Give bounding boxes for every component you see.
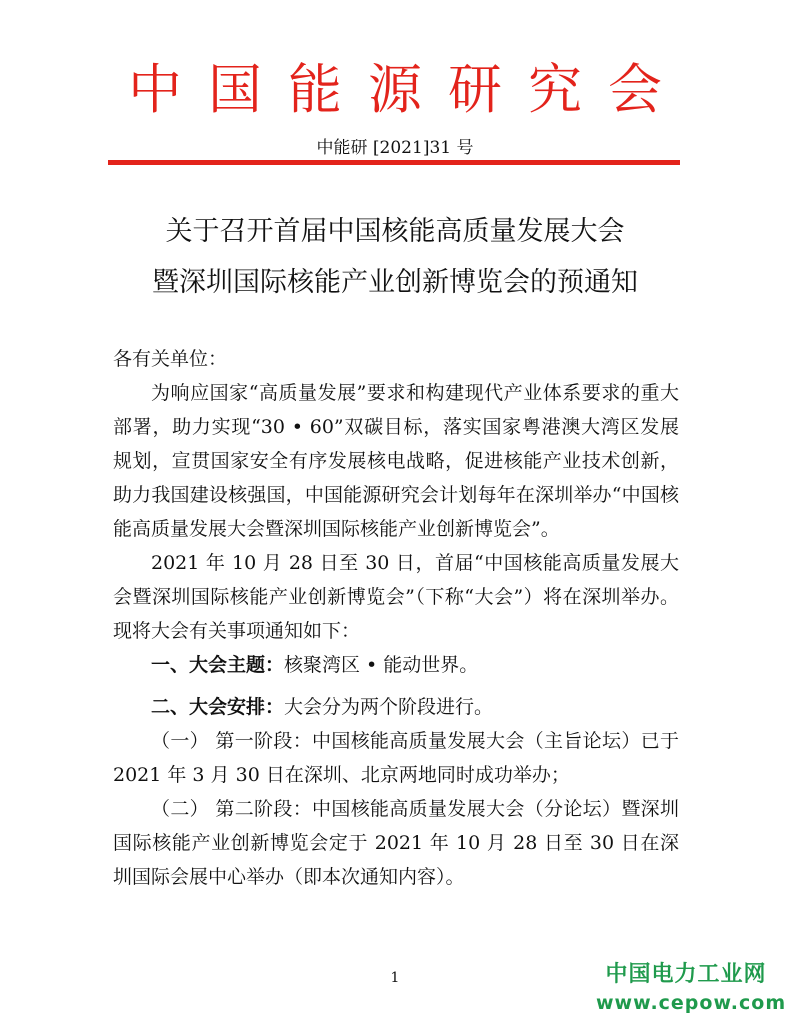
section-1 (113, 648, 679, 682)
page-number: 1 (390, 970, 400, 986)
section-2 (113, 690, 679, 724)
red-divider (108, 160, 680, 165)
section-1-heading: 一、大会主题： (151, 654, 285, 676)
organization-header: 中国能源研究会 (128, 58, 688, 121)
watermark-url: www.cepow.com (596, 992, 787, 1014)
watermark (596, 960, 787, 1016)
item-2: （二） 第二阶段：中国核能高质量发展大会（分论坛）暨深圳国际核能产业创新博览会定于 2021 年 10 月 28 日至 30 日在深圳国际会展中心举办（即本次通知内容）。 (113, 798, 679, 888)
watermark-title: 中国电力工业网 (605, 962, 767, 987)
title-line-2: 暨深圳国际核能产业创新博览会的预通知 (152, 267, 638, 298)
document-title (0, 206, 790, 308)
document-body (113, 342, 679, 894)
salutation: 各有关单位： (113, 348, 228, 370)
section-1-text: 核聚湾区 • 能动世界。 (284, 654, 479, 676)
section-2-text: 大会分为两个阶段进行。 (284, 696, 494, 718)
item-1: （一） 第一阶段：中国核能高质量发展大会（主旨论坛）已于 2021 年 3 月 30 日在深圳、北京两地同时成功举办； (113, 730, 679, 786)
document-number: 中能研 [2021]31 号 (316, 138, 474, 158)
section-2-heading: 二、大会安排： (151, 696, 285, 718)
paragraph-1: 为响应国家“高质量发展”要求和构建现代产业体系要求的重大部署，助力实现“30 • 60”双碳目标，落实国家粤港澳大湾区发展规划，宣贯国家安全有序发展核电战略，促进核能产业技术创新，助力我国建设核强国，中国能源研究会计划每年在深圳举办“中国核能高质量发展大会暨深圳国际核能产业创新博览会”。 (113, 382, 679, 540)
paragraph-2: 2021 年 10 月 28 日至 30 日，首届“中国核能高质量发展大会暨深圳国际核能产业创新博览会”（下称“大会”）将在深圳举办。现将大会有关事项通知如下： (113, 552, 679, 642)
title-line-1: 关于召开首届中国核能高质量发展大会 (165, 216, 625, 247)
